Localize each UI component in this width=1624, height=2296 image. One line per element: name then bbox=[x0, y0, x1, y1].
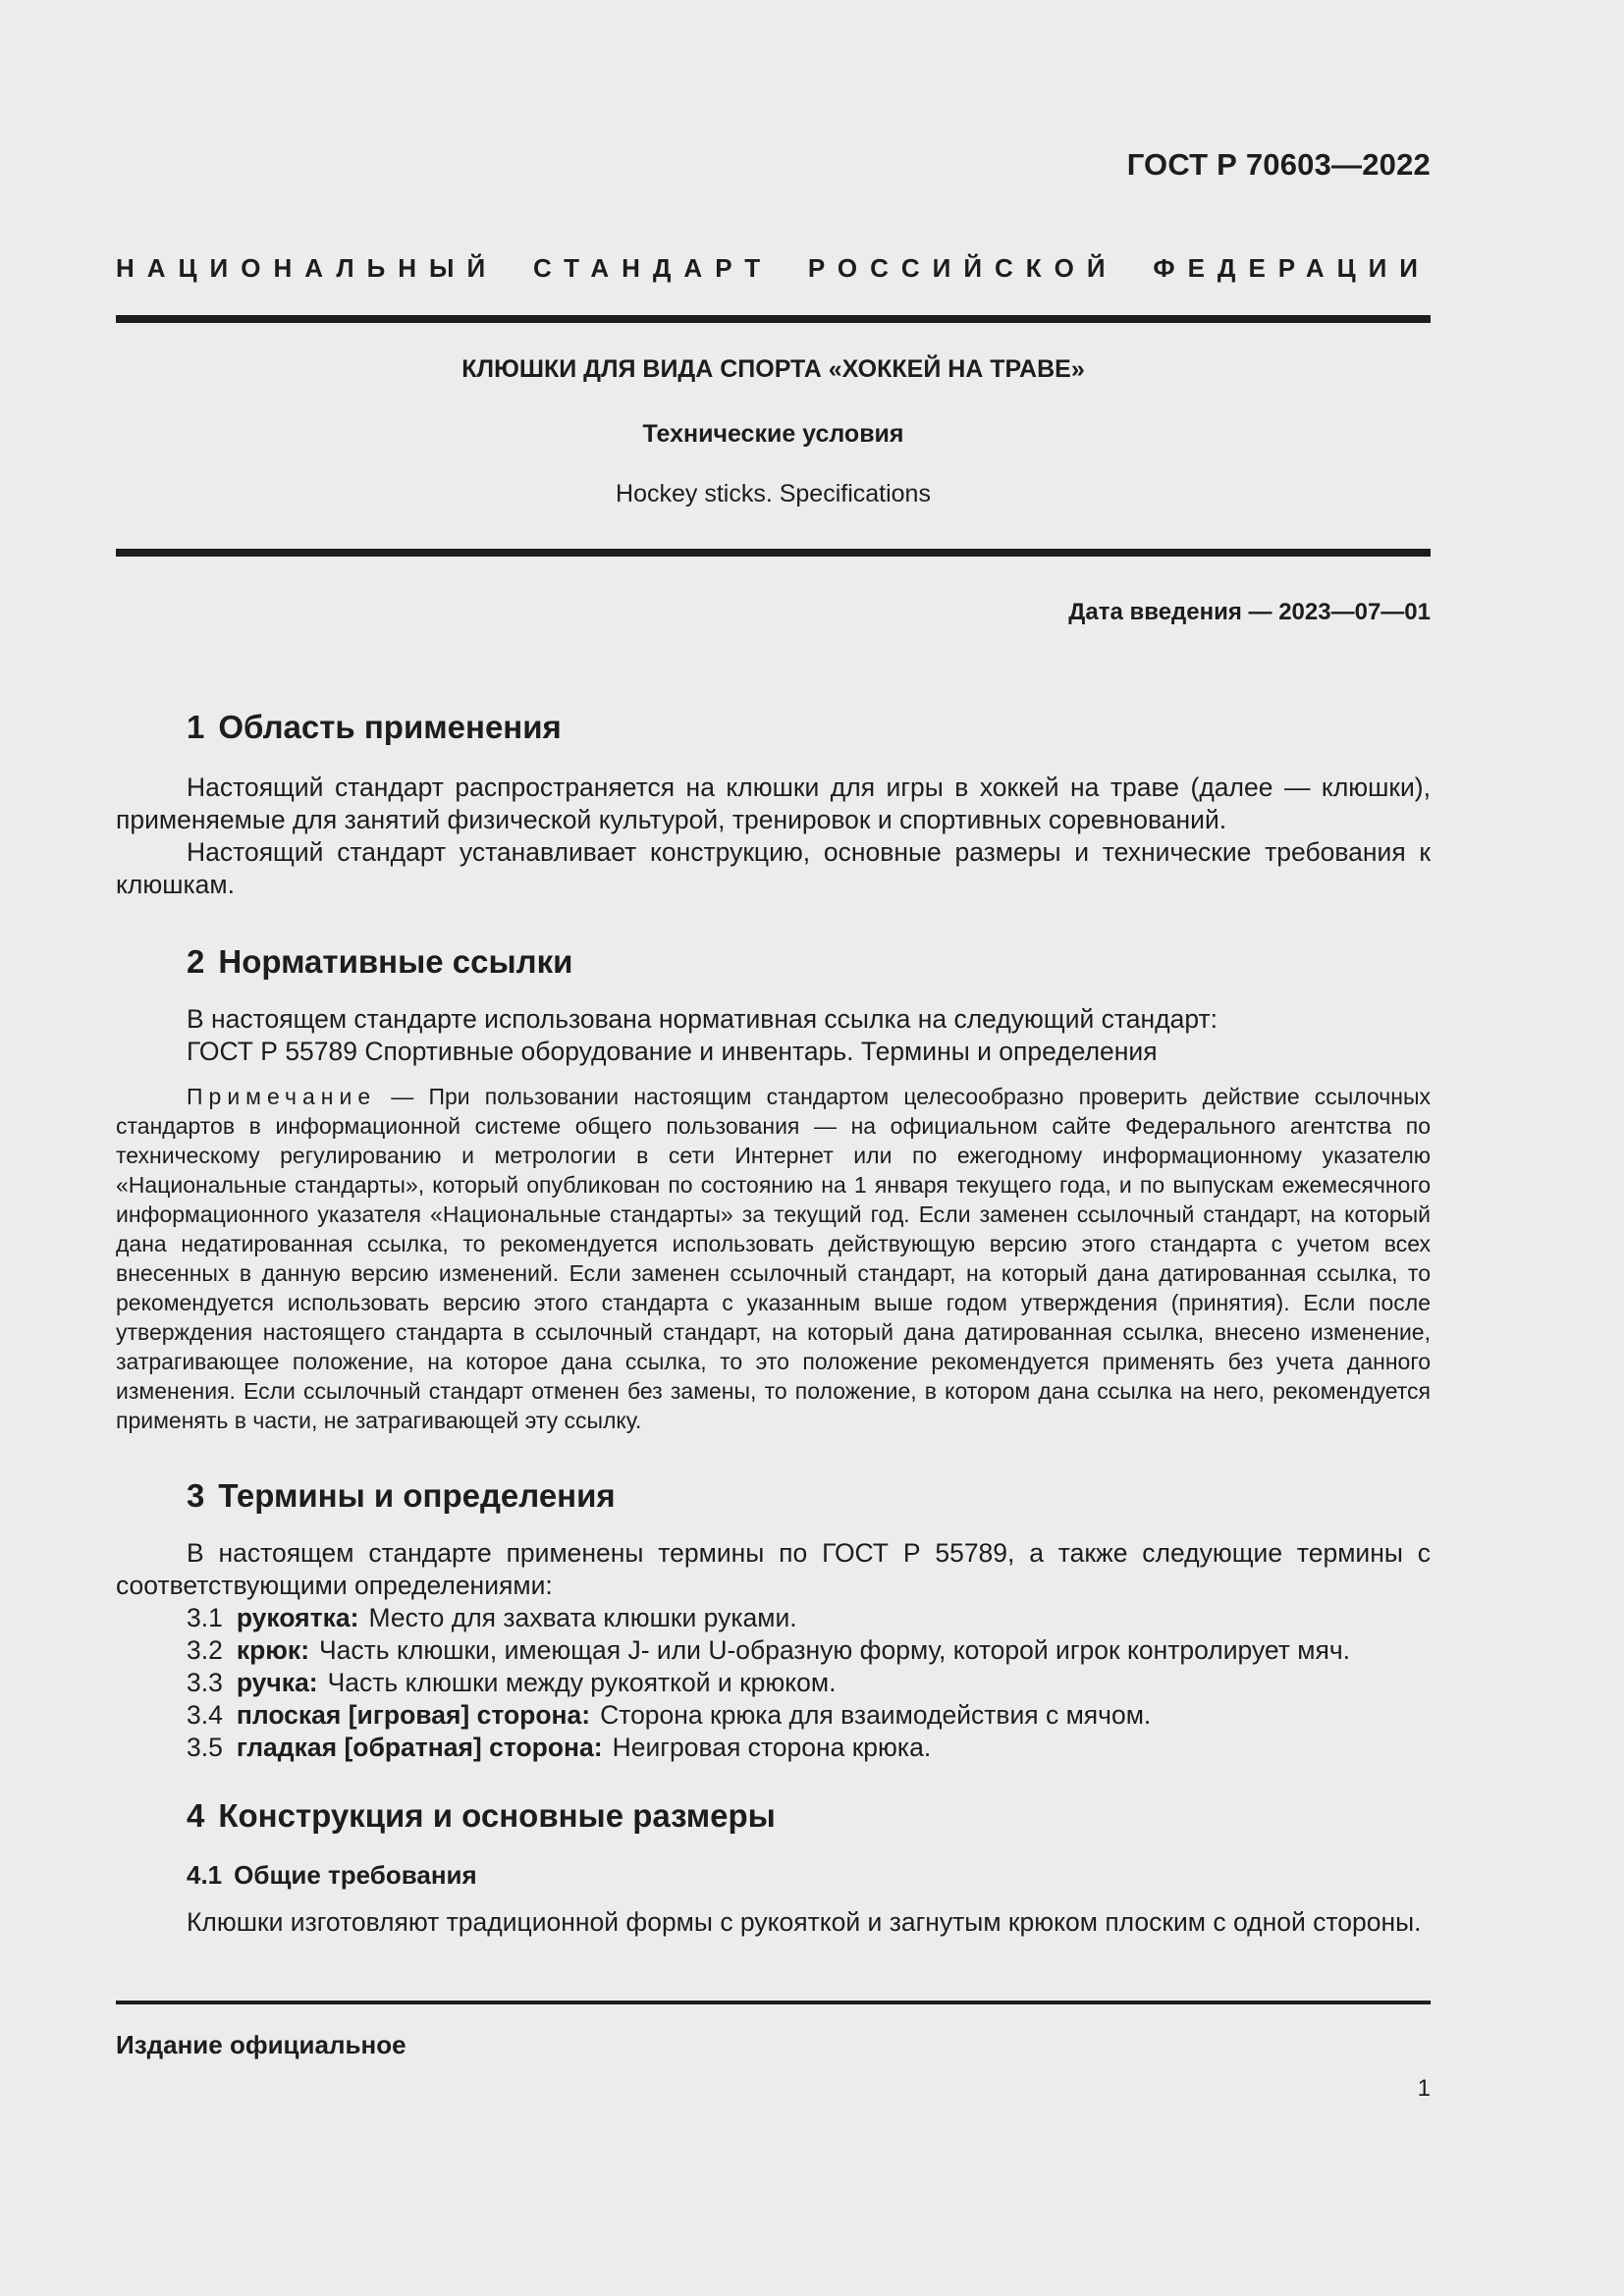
term-definition: Неигровая сторона крюка. bbox=[612, 1733, 932, 1762]
term-name: плоская [игровая] сторона: bbox=[236, 1700, 591, 1730]
term-name: ручка: bbox=[236, 1668, 318, 1697]
term-item bbox=[187, 1732, 931, 1764]
term-item bbox=[187, 1602, 797, 1634]
term-definition: Часть клюшки, имеющая J- или U-образную форму, которой игрок контролирует мяч. bbox=[319, 1635, 1351, 1665]
header-divider bbox=[116, 315, 1431, 323]
section-2-paragraph-1: В настоящем стандарте использована нормативная ссылка на следующий стандарт: bbox=[187, 1004, 1218, 1034]
document-subtitle: Технические условия bbox=[642, 420, 904, 448]
section-4-paragraph-1: Клюшки изготовляют традиционной формы с рукояткой и загнутым крюком плоским с одной стороны. bbox=[187, 1907, 1422, 1937]
section-number: 4 bbox=[187, 1797, 205, 1834]
section-title: Конструкция и основные размеры bbox=[218, 1797, 776, 1834]
official-edition-label: Издание официальное bbox=[116, 2030, 406, 2059]
term-name: рукоятка: bbox=[236, 1603, 359, 1632]
introduction-date: Дата введения — 2023—07—01 bbox=[1068, 599, 1431, 625]
subsection-title: Общие требования bbox=[234, 1860, 477, 1890]
term-number: 3.3 bbox=[187, 1668, 223, 1697]
page-number: 1 bbox=[1417, 2075, 1431, 2102]
note-label: Примечание bbox=[187, 1084, 377, 1109]
section-3-paragraph-1: В настоящем стандарте применены термины по ГОСТ Р 55789, а также следующие термины с соответствующими определениями: bbox=[116, 1538, 1431, 1600]
term-definition: Место для захвата клюшки руками. bbox=[368, 1603, 797, 1632]
term-number: 3.4 bbox=[187, 1700, 223, 1730]
title-divider bbox=[116, 549, 1431, 557]
section-title: Нормативные ссылки bbox=[218, 943, 573, 980]
section-number: 1 bbox=[187, 709, 205, 745]
term-definition: Сторона крюка для взаимодействия с мячом. bbox=[600, 1700, 1152, 1730]
footer-divider bbox=[116, 2001, 1431, 2004]
section-title: Термины и определения bbox=[218, 1477, 616, 1514]
term-number: 3.1 bbox=[187, 1603, 223, 1632]
section-3-heading bbox=[187, 1477, 616, 1515]
document-title: КЛЮШКИ ДЛЯ ВИДА СПОРТА «ХОККЕЙ НА ТРАВЕ» bbox=[461, 355, 1085, 383]
section-2-heading bbox=[187, 943, 572, 981]
term-definition: Часть клюшки между рукояткой и крюком. bbox=[327, 1668, 837, 1697]
section-number: 2 bbox=[187, 943, 205, 980]
subsection-4-1-heading bbox=[187, 1860, 477, 1891]
term-name: крюк: bbox=[236, 1635, 310, 1665]
national-standard-heading: НАЦИОНАЛЬНЫЙ СТАНДАРТ РОССИЙСКОЙ ФЕДЕРАЦИИ bbox=[116, 253, 1431, 283]
section-1-paragraph-2: Настоящий стандарт устанавливает конструкцию, основные размеры и технические требования к клюшкам. bbox=[116, 837, 1431, 899]
english-title: Hockey sticks. Specifications bbox=[616, 480, 931, 507]
term-item bbox=[187, 1634, 1350, 1667]
document-number: ГОСТ Р 70603—2022 bbox=[1126, 147, 1431, 182]
normative-reference: ГОСТ Р 55789 Спортивные оборудование и инвентарь. Термины и определения bbox=[187, 1037, 1158, 1066]
section-1-heading bbox=[187, 709, 562, 746]
note-text: — При пользовании настоящим стандартом целесообразно проверить действие ссылочных стандартов в информационной системе общего пользования — на официальном сайте Федерального агентства по техническому регулированию и метрологии в сети Интернет или по ежегодному информационному указателю «Национальные стандарты», который опубликован по состоянию на 1 января текущего года, и по выпускам ежемесячного информационного указателя «Национальные стандарты» за текущий год. Если заменен ссылочный стандарт, на который дана недатированная ссылка, то рекомендуется использовать действующую версию этого стандарта с учетом всех внесенных в данную версию изменений. Если заменен ссылочный стандарт, на который дана датированная ссылка, то рекомендуется использовать версию этого стандарта с указанным выше годом утверждения (принятия). Если после утверждения настоящего стандарта в ссылочный стандарт, на который дана датированная ссылка, внесено изменение, затрагивающее положение, на которое дана ссылка, то это положение рекомендуется применять без учета данного изменения. Если ссылочный стандарт отменен без замены, то положение, в котором дана ссылка на него, рекомендуется применять в части, не затрагивающей эту ссылку. bbox=[116, 1084, 1431, 1433]
term-number: 3.5 bbox=[187, 1733, 223, 1762]
section-title: Область применения bbox=[218, 709, 562, 745]
term-item bbox=[187, 1699, 1151, 1732]
section-2-note bbox=[116, 1082, 1431, 1435]
term-item bbox=[187, 1667, 837, 1699]
term-name: гладкая [обратная] сторона: bbox=[236, 1733, 603, 1762]
section-1-paragraph-1: Настоящий стандарт распространяется на клюшки для игры в хоккей на траве (далее — клюшки), применяемые для занятий физической культурой, тренировок и спортивных соревнований. bbox=[116, 773, 1431, 834]
subsection-number: 4.1 bbox=[187, 1860, 223, 1890]
section-4-heading bbox=[187, 1797, 776, 1835]
term-number: 3.2 bbox=[187, 1635, 223, 1665]
section-number: 3 bbox=[187, 1477, 205, 1514]
